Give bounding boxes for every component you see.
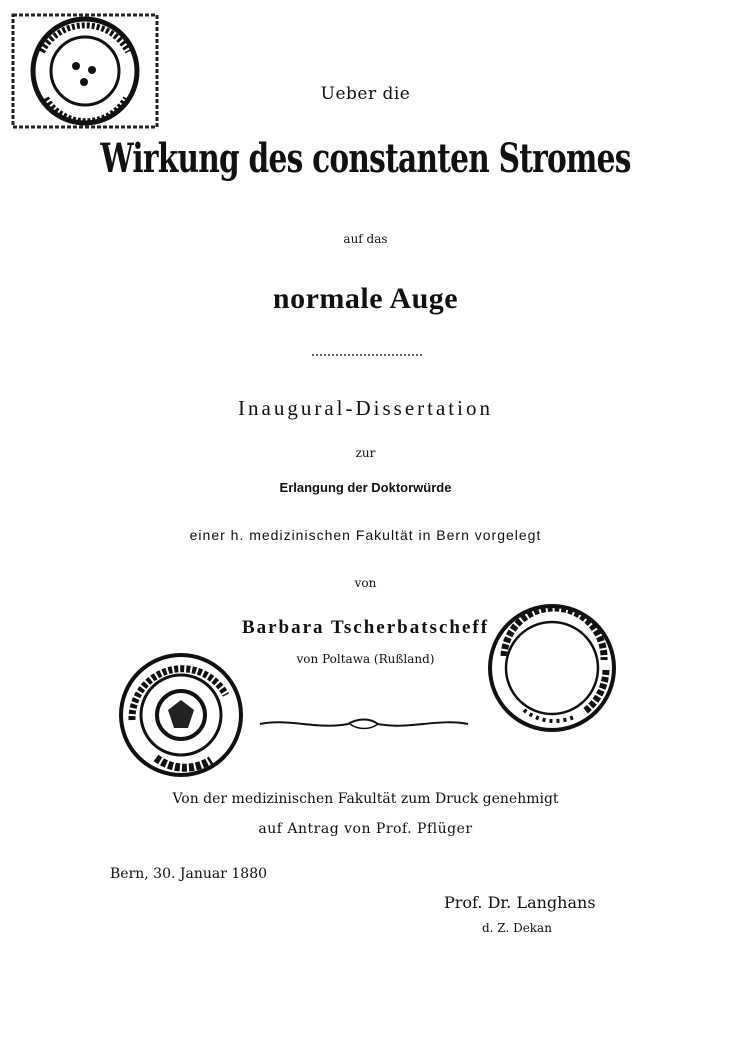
author-origin: von Poltawa (Rußland) (296, 652, 435, 666)
academy-seal-stamp-right (484, 600, 620, 736)
main-title: Wirkung des constanten Stromes (100, 135, 631, 182)
dissertation-type: Inaugural-Dissertation (238, 396, 493, 420)
place-date: Bern, 30. Januar 1880 (110, 866, 268, 882)
signer-name: Prof. Dr. Langhans (444, 893, 596, 912)
purpose-text: Erlangung der Doktorwürde (279, 480, 452, 495)
approval-line-1: Von der medizinischen Fakultät zum Druck genehmigt (172, 791, 559, 807)
dotted-divider (312, 352, 422, 358)
subject-title: normale Auge (272, 282, 459, 315)
faculty-line: einer h. medizinischen Fakultät in Bern vorgelegt (189, 527, 542, 543)
connector-text: auf das (343, 232, 388, 246)
zur-text: zur (355, 446, 376, 460)
signer-title: d. Z. Dekan (482, 921, 552, 935)
pre-title: Ueber die (320, 84, 411, 104)
library-seal-stamp-left (116, 650, 246, 780)
library-seal-stamp-top-left (10, 12, 160, 130)
ornament-divider (258, 714, 470, 734)
author-name: Barbara Tscherbatscheff (241, 617, 490, 638)
von-text: von (354, 576, 377, 590)
approval-line-2: auf Antrag von Prof. Pflüger (258, 821, 473, 837)
